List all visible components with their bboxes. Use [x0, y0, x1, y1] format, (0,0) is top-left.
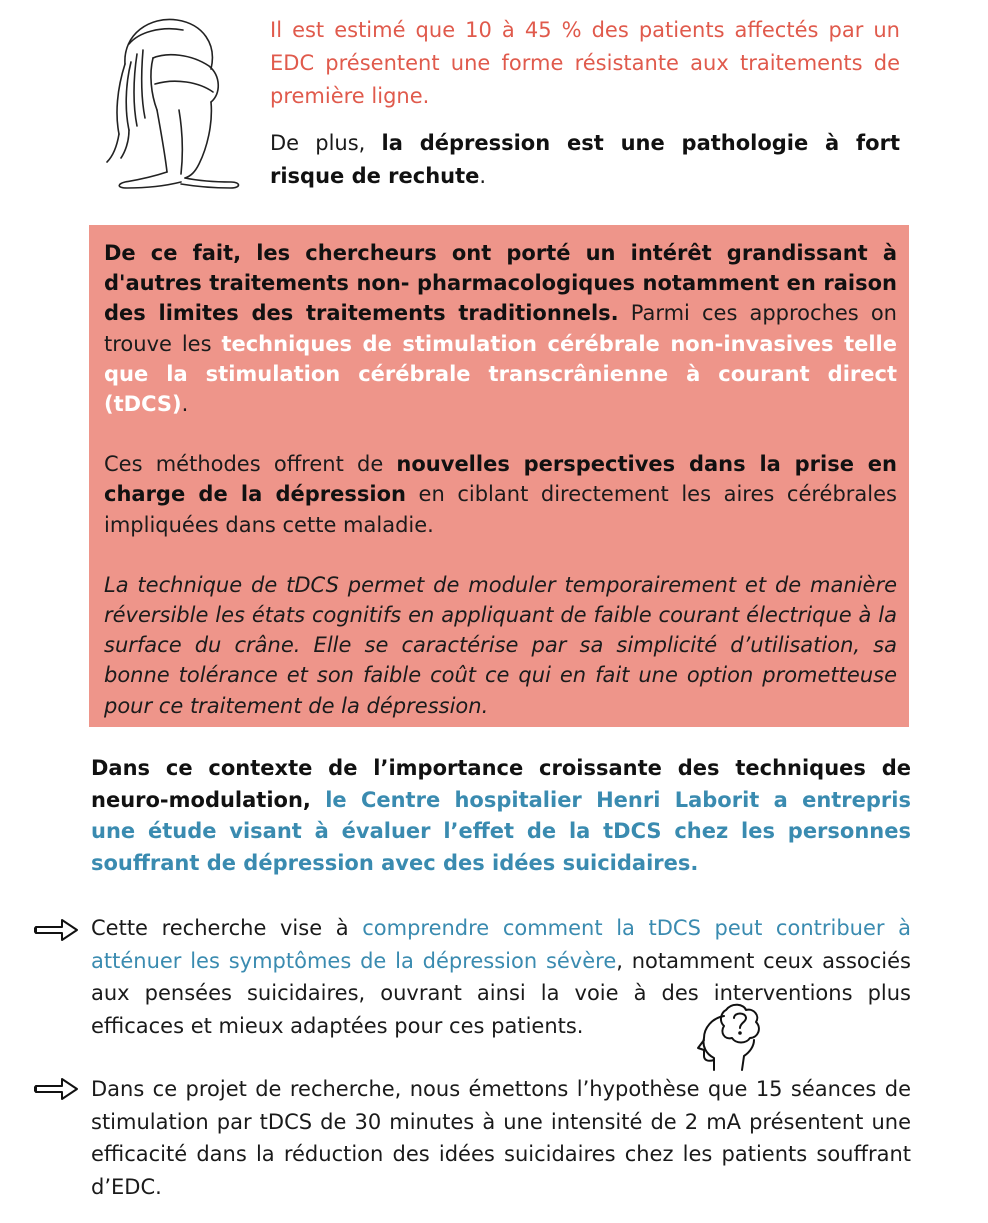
- relapse-highlight: la dépression est une pathologie à fort risque de rechute: [270, 131, 900, 188]
- relapse-prefix: De plus,: [270, 131, 382, 155]
- box-p2-text-b: en ciblant directement les aires cérébrales impliquées dans cette maladie.: [104, 482, 897, 537]
- intro-section: [270, 14, 900, 193]
- box-p1-end: .: [181, 392, 189, 417]
- right-arrow-icon: [34, 1076, 80, 1102]
- context-paragraph: [91, 753, 911, 879]
- bullet-1-text-b: , notamment ceux associés aux pensées suicidaires, ouvrant ainsi la voie à des interventions plus efficaces et mieux adaptées pour ces patients.: [91, 948, 911, 1038]
- box-p1-text: Parmi ces approches on trouve les: [104, 301, 897, 356]
- bullet-hypothesis: [91, 1073, 911, 1203]
- right-arrow-icon: [34, 917, 80, 943]
- box-p1-bold: De ce fait, les chercheurs ont porté un intérêt grandissant à d'autres traitements non- pharmacologiques notamment en raison des limites des traitements traditionnels.: [104, 241, 897, 326]
- bullet-2-text: Dans ce projet de recherche, nous émettons l’hypothèse que 15 séances de stimulation par tDCS de 30 minutes à une intensité de 2 mA présentent une efficacité dans la réduction des idées suicidaires chez les patients souffrant d’EDC.: [91, 1077, 911, 1199]
- bullet-1-text-a: Cette recherche vise à: [91, 916, 363, 940]
- box-paragraph-1: [104, 238, 897, 419]
- context-blue: le Centre hospitalier Henri Laborit a entrepris une étude visant à évaluer l’effet de la tDCS chez les personnes souffrant de dépression avec des idées suicidaires.: [91, 787, 911, 875]
- highlight-box: [89, 225, 909, 727]
- box-paragraph-2: [104, 449, 897, 540]
- bullet-1-blue: comprendre comment la tDCS peut contribuer à atténuer les symptômes de la dépression sévère: [91, 916, 911, 973]
- box-paragraph-3: La technique de tDCS permet de moduler temporairement et de manière réversible les états cognitifs en appliquant de faible courant électrique à la surface du crâne. Elle se caractérise par sa simplicité d’utilisation, sa bonne tolérance et son faible coût ce qui en fait une option prometteuse pour ce traitement de la dépression.: [104, 572, 897, 718]
- bullet-research-aim: [91, 912, 911, 1042]
- box-p2-bold: nouvelles perspectives dans la prise en charge de la dépression: [104, 452, 897, 507]
- context-bold: Dans ce contexte de l’importance croissante des techniques de neuro-modulation,: [91, 756, 911, 812]
- resistance-statement: Il est estimé que 10 à 45 % des patients affectés par un EDC présentent une forme résistante aux traitements de première ligne.: [270, 18, 900, 108]
- relapse-end: .: [479, 164, 487, 188]
- box-p2-text-a: Ces méthodes offrent de: [104, 452, 397, 477]
- head-question-icon: [692, 1000, 764, 1072]
- relapse-statement: [270, 127, 900, 193]
- sad-girl-illustration: [95, 14, 255, 189]
- box-p1-white: techniques de stimulation cérébrale non-invasives telle que la stimulation cérébrale transcrânienne à courant direct (tDCS): [104, 331, 897, 417]
